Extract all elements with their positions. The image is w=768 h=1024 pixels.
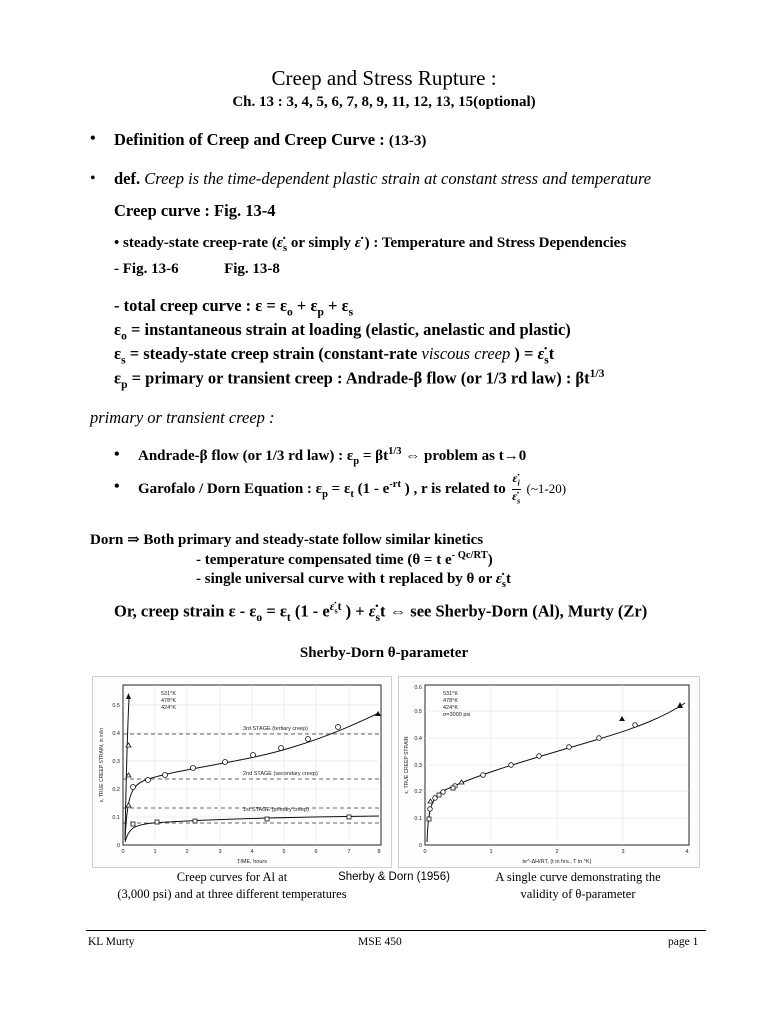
dorn-line: Dorn ⇒ Both primary and steady-state follow similar kinetics — [90, 532, 484, 548]
x-tick: 4 — [250, 849, 254, 855]
stage-label: 2nd STAGE (secondary creep) — [243, 771, 318, 777]
theta-parameter-figure — [398, 676, 700, 868]
y-tick: 0.1 — [112, 815, 120, 821]
page-title: Creep and Stress Rupture : — [271, 66, 497, 90]
y-tick: 0.4 — [112, 731, 120, 737]
stage-label: 3rd STAGE (tertiary creep) — [243, 726, 308, 732]
bullet: • — [114, 478, 120, 495]
figure-refs: - Fig. 13-6 Fig. 13-8 — [114, 261, 280, 277]
x-axis-label: te^-ΔH/RT, (t in hrs., T in °K) — [522, 859, 592, 865]
x-tick: 2 — [555, 849, 559, 855]
y-axis-label: ε, TRUE CREEP STRAIN — [404, 736, 410, 794]
epsp-definition: $\varepsilon_p$ = primary or transient creep : Andrade-β flow (or 1/3 rd law) : $\beta t^{1/3}$ — [114, 368, 605, 391]
footer-divider — [86, 930, 706, 931]
x-tick: 0 — [423, 849, 427, 855]
total-creep-equation: - total creep curve : $\varepsilon = \varepsilon_o + \varepsilon_p + \varepsilon_s$ — [114, 296, 354, 319]
steady-state-rate-line: • steady-state creep-rate ($\varepsiloṅ_s$ or simply ε̇ ) : Temperature and Stress Dependencies — [114, 235, 627, 254]
y-tick: 0.2 — [414, 789, 422, 795]
definition-line: def. Creep is the time-dependent plastic strain at constant stress and temperature — [114, 169, 652, 188]
legend-entry: 531°K — [161, 691, 177, 697]
y-tick: 0.1 — [414, 816, 422, 822]
figure-title: Sherby-Dorn θ-parameter — [299, 645, 469, 661]
garofalo-line: Garofalo / Dorn Equation : $\varepsilon_p = \varepsilon_t$ ($1 - e^{-rt}$ ) , r is related to $\frac{\varepsiloṅ_i}{\varepsiloṅ_s}$ (~1-20) — [138, 470, 567, 506]
x-tick: 7 — [347, 849, 351, 855]
y-tick: 0.3 — [112, 759, 120, 765]
section-heading: Definition of Creep and Creep Curve : (13-3) — [114, 130, 427, 149]
x-tick: 8 — [377, 849, 381, 855]
left-figure-caption: Creep curves for Al at (3,000 psi) and at three different temperatures — [117, 870, 347, 901]
andrade-line: Andrade-β flow (or 1/3 rd law) : $\varepsilon_p = \beta t^{1/3}$ ⇔ problem as t→0 — [138, 446, 527, 467]
x-axis-label: TIME, hours — [237, 859, 267, 865]
right-figure-caption: A single curve demonstrating the validity of θ-parameter — [495, 870, 661, 901]
x-tick: 2 — [185, 849, 189, 855]
y-tick: 0.4 — [414, 736, 422, 742]
y-tick: 0 — [116, 843, 120, 849]
x-tick: 1 — [489, 849, 493, 855]
bullet: • — [90, 170, 96, 187]
x-tick: 6 — [314, 849, 318, 855]
legend-entry: σ=3000 psi — [443, 712, 471, 718]
bullet: • — [114, 446, 120, 463]
x-tick: 4 — [685, 849, 689, 855]
universal-curve-line: - single universal curve with t replaced by θ or $\varepsiloṅ_st$ — [196, 571, 512, 590]
y-tick: 0.5 — [112, 703, 120, 709]
y-tick: 0.6 — [414, 685, 422, 691]
legend-entry: 424°K — [443, 705, 459, 711]
y-tick: 0.3 — [414, 763, 422, 769]
footer-page-number: page 1 — [668, 936, 699, 948]
chapter-list: Ch. 13 : 3, 4, 5, 6, 7, 8, 9, 11, 12, 13, 15(optional) — [232, 94, 536, 110]
y-tick: 0 — [418, 843, 422, 849]
creep-curve-ref: Creep curve : Fig. 13-4 — [114, 201, 276, 220]
y-axis-label: ε, TRUE CREEP STRAIN, in in/in — [99, 727, 105, 803]
bullet: • — [90, 130, 96, 147]
x-tick: 3 — [218, 849, 222, 855]
x-tick: 3 — [621, 849, 625, 855]
y-tick: 0.2 — [112, 787, 120, 793]
footer-author: KL Murty — [88, 936, 135, 948]
x-tick: 0 — [121, 849, 125, 855]
creep-strain-equation: Or, creep strain $\varepsilon - \varepsilon_o = \varepsilon_t$ ($1 - e^{\varepsiloṅ_st}$ ) + $\varepsiloṅ_st$ ⇔ see Sherby-Dorn (Al), Murty (Zr) — [114, 601, 648, 624]
stage-label: 1st STAGE (primary creep) — [243, 807, 309, 813]
citation: Sherby & Dorn (1956) — [338, 871, 450, 883]
creep-curves-plot — [93, 677, 391, 867]
creep-curves-figure — [92, 676, 392, 868]
legend-entry: 531°K — [443, 691, 459, 697]
legend-entry: 478°K — [161, 698, 177, 704]
rate-ratio: $\frac{\varepsiloṅ_i}{\varepsiloṅ_s}$ — [512, 470, 521, 506]
primary-heading: primary or transient creep : — [90, 408, 275, 427]
legend-entry: 424°K — [161, 705, 177, 711]
theta-parameter-plot — [399, 677, 699, 867]
x-tick: 1 — [153, 849, 157, 855]
footer-course: MSE 450 — [358, 936, 402, 948]
temp-compensated-time: - temperature compensated time (θ = t $e^{- Qc/RT}$) — [196, 550, 493, 568]
legend-entry: 478°K — [443, 698, 459, 704]
x-tick: 5 — [282, 849, 286, 855]
epss-definition: $\varepsilon_s$ = steady-state creep strain (constant-rate viscous creep ) = $\varepsiloṅ_st$ — [114, 344, 555, 367]
y-tick: 0.5 — [414, 709, 422, 715]
eps0-definition: $\varepsilon_o$ = instantaneous strain at loading (elastic, anelastic and plastic) — [114, 320, 571, 343]
